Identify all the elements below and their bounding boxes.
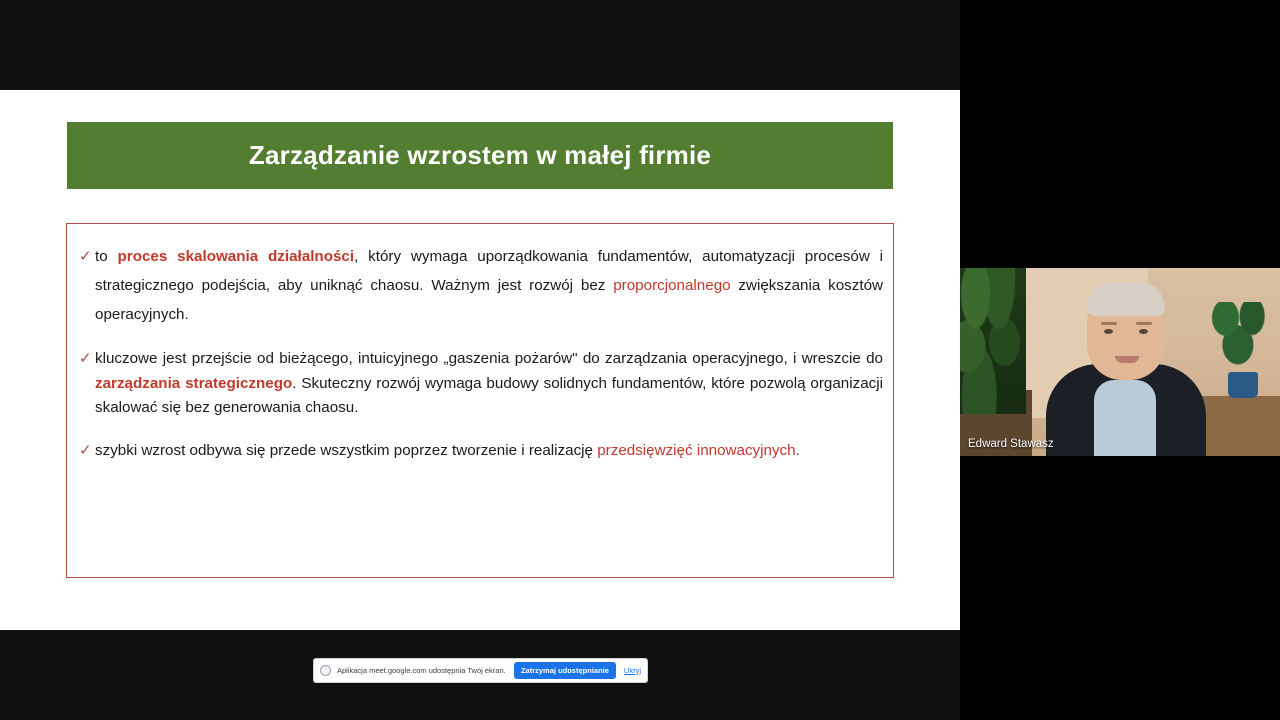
bullet-text [95,242,883,329]
bullet-segment: kluczowe jest przejście od bieżącego, intuicyjnego „gaszenia pożarów" do zarządzania operacyjnego, i wreszcie do [95,350,883,367]
participant-name: Edward Stawasz [968,438,1054,450]
bullet-text [95,439,883,464]
page-title: Zarządzanie wzrostem w małej firmie [248,140,712,170]
bullet-text [95,347,883,421]
bullet-segment-highlight: proporcjonalnego [613,277,731,294]
bullet-segment: to [95,248,118,265]
participant-eye [1104,329,1113,334]
participant-eyebrow [1136,322,1152,325]
participant-mouth [1115,356,1139,363]
slide-content-box [66,223,894,578]
bullet-segment-highlight: zarządzania strategicznego [95,374,293,392]
bullet-segment: szybki wzrost odbywa się przede wszystkim poprzez tworzenie i realizację [95,441,598,459]
screen-share-toast[interactable] [313,658,648,683]
presentation-slide [0,90,960,675]
participant-eyebrow [1101,322,1117,325]
participant-shirt [1094,380,1156,456]
hide-toast-link[interactable]: Ukryj [623,666,641,675]
stop-sharing-button[interactable]: Zatrzymaj udostępnianie [514,662,616,679]
bullet-segment-highlight: przedsięwzięć innowacyjnych. [597,441,800,459]
plant-icon [1210,302,1272,380]
flower-pot [1228,372,1258,398]
list-item [71,439,889,464]
participant-hair [1087,282,1165,316]
bullet-segment-highlight: proces skalowania działalności [117,248,355,265]
bullet-segment: zwiększania kosztów operacyjnych. [95,277,883,323]
check-icon: ✓ [79,248,92,265]
check-icon: ✓ [79,350,92,367]
bullet-segment: . Skuteczny rozwój wymaga budowy solidnych fundamentów, które pozwolą organizacji skalować się bez generowania chaosu. [95,374,884,416]
participant-eye [1139,329,1148,334]
share-message: Aplikacja meet.google.com udostępnia Twój ekran. [337,666,506,675]
list-item [71,347,889,421]
plant-icon [960,268,1026,414]
slide-title-banner [67,122,893,189]
list-item [71,242,889,329]
share-status-icon [320,665,331,676]
check-icon: ✓ [79,441,92,459]
participant-video-tile[interactable] [960,268,1280,456]
bullet-segment: , który wymaga uporządkowania fundamentów, automatyzacji procesów i strategicznego podejścia, aby uniknąć chaosu. Ważnym jest rozwój bez [95,248,884,294]
